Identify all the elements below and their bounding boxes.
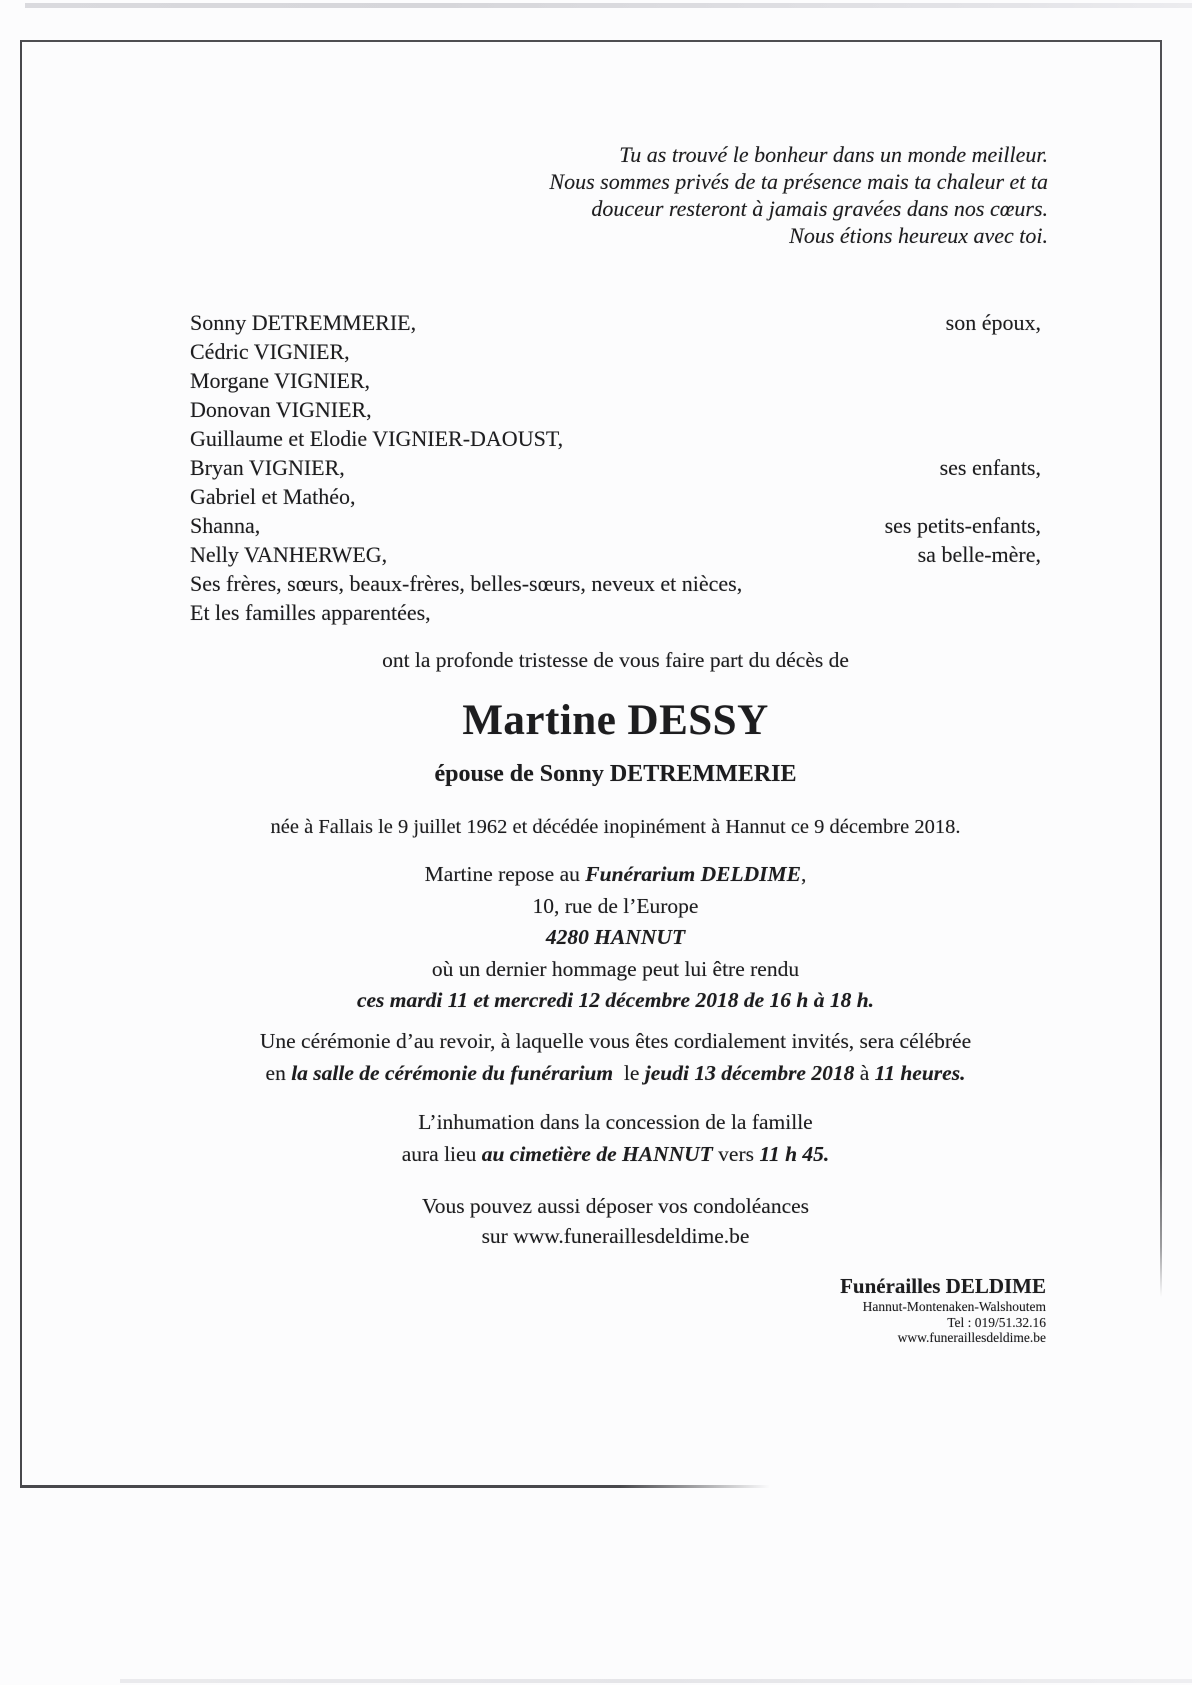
- funeral-home-block: [840, 1273, 1046, 1346]
- condolences-line1: Vous pouvez aussi déposer vos condoléances: [421, 1194, 810, 1218]
- deceased-name: Martine DESSY: [462, 697, 769, 744]
- epigraph-line: Tu as trouvé le bonheur dans un monde meilleur.: [619, 142, 1048, 167]
- epigraph-quote: [549, 141, 1048, 249]
- scanner-streak-bottom: [120, 1679, 1192, 1683]
- mourners-list: [190, 308, 1041, 627]
- funeral-home-phone: Tel : 019/51.32.16: [947, 1314, 1046, 1330]
- epigraph-line: Nous étions heureux avec toi.: [789, 223, 1048, 248]
- mourner-row: [190, 395, 1041, 424]
- mourner-name: Ses frères, sœurs, beaux-frères, belles-sœurs, neveux et nièces,: [190, 571, 743, 596]
- repose-section: [190, 859, 1041, 1017]
- mourner-row: [190, 366, 1041, 395]
- mourner-role: son époux,: [945, 310, 1041, 335]
- page-border-right: [1160, 42, 1163, 1297]
- mourner-row: [190, 337, 1041, 366]
- burial-section: [190, 1107, 1041, 1170]
- scanner-streak-top: [25, 3, 1192, 8]
- mourner-name: Bryan VIGNIER,: [190, 455, 345, 480]
- mourner-row: [190, 482, 1041, 511]
- announcement-line: ont la profonde tristesse de vous faire part du décès de: [382, 648, 849, 672]
- ceremony-line1: Une cérémonie d’au revoir, à laquelle vous êtes cordialement invités, sera célébrée: [259, 1029, 972, 1053]
- mourner-name: Sonny DETREMMERIE,: [190, 310, 417, 335]
- ceremony-at: à: [854, 1060, 875, 1085]
- funeral-home-website: www.funeraillesdeldime.be: [897, 1330, 1046, 1345]
- mourner-role: ses petits-enfants,: [884, 513, 1041, 538]
- mourner-row: [190, 424, 1041, 453]
- ceremony-pre: en: [265, 1060, 292, 1085]
- ceremony-date: jeudi 13 décembre 2018: [644, 1060, 855, 1085]
- ceremony-venue: la salle de cérémonie du funérarium: [291, 1060, 614, 1085]
- repose-homage-line: où un dernier hommage peut lui être rendu: [431, 956, 800, 981]
- repose-city-line: 4280 HANNUT: [545, 925, 686, 949]
- repose-intro-end: ,: [800, 862, 807, 886]
- mourner-row: [190, 308, 1041, 337]
- burial-pre: aura lieu: [401, 1141, 482, 1166]
- burial-line2: [190, 1139, 1041, 1171]
- deceased-subtitle: épouse de Sonny DETREMMERIE: [434, 761, 797, 787]
- ceremony-section: [190, 1026, 1041, 1089]
- ceremony-time: 11 heures.: [874, 1060, 966, 1085]
- mourner-row: [190, 511, 1041, 540]
- ceremony-line2: [190, 1058, 1041, 1090]
- burial-time: 11 h 45.: [759, 1141, 830, 1166]
- life-dates-line: née à Fallais le 9 juillet 1962 et décédée inopinément à Hannut ce 9 décembre 2018.: [270, 816, 961, 838]
- mourner-name: Gabriel et Mathéo,: [190, 484, 356, 509]
- page-border-bottom: [20, 1485, 770, 1488]
- repose-intro: Martine repose au: [424, 862, 586, 886]
- condolences-line2: sur www.funeraillesdeldime.be: [481, 1224, 750, 1248]
- mourner-name: Nelly VANHERWEG,: [190, 542, 388, 567]
- mourner-name: Donovan VIGNIER,: [190, 397, 372, 422]
- repose-dates-line: ces mardi 11 et mercredi 12 décembre 2018 de 16 h à 18 h.: [356, 988, 875, 1012]
- funeral-home-name: Funérailles DELDIME: [840, 1274, 1046, 1298]
- burial-mid: vers: [712, 1141, 760, 1166]
- burial-place: au cimetière de HANNUT: [481, 1141, 713, 1166]
- mourner-name: Shanna,: [190, 513, 261, 538]
- mourner-name: Guillaume et Elodie VIGNIER-DAOUST,: [190, 426, 564, 451]
- mourner-row: [190, 598, 1041, 627]
- mourner-row: [190, 453, 1041, 482]
- mourner-name: Cédric VIGNIER,: [190, 339, 350, 364]
- mourner-role: sa belle-mère,: [917, 542, 1041, 567]
- burial-line1: L’inhumation dans la concession de la famille: [418, 1110, 813, 1134]
- repose-address-line: 10, rue de l’Europe: [532, 893, 699, 918]
- mourner-role: ses enfants,: [939, 455, 1041, 480]
- mourner-name: Morgane VIGNIER,: [190, 368, 371, 393]
- funerarium-name: Funérarium DELDIME: [585, 862, 801, 886]
- repose-location-line: [190, 859, 1041, 891]
- ceremony-mid: le: [613, 1060, 645, 1085]
- mourner-row: [190, 569, 1041, 598]
- epigraph-line: Nous sommes privés de ta présence mais ta chaleur et ta: [549, 169, 1048, 194]
- mourner-name: Et les familles apparentées,: [190, 600, 431, 625]
- mourner-row: [190, 540, 1041, 569]
- condolences-section: [190, 1191, 1041, 1251]
- epigraph-line: douceur resteront à jamais gravées dans nos cœurs.: [591, 196, 1048, 221]
- funeral-home-locations: Hannut-Montenaken-Walshoutem: [862, 1299, 1046, 1314]
